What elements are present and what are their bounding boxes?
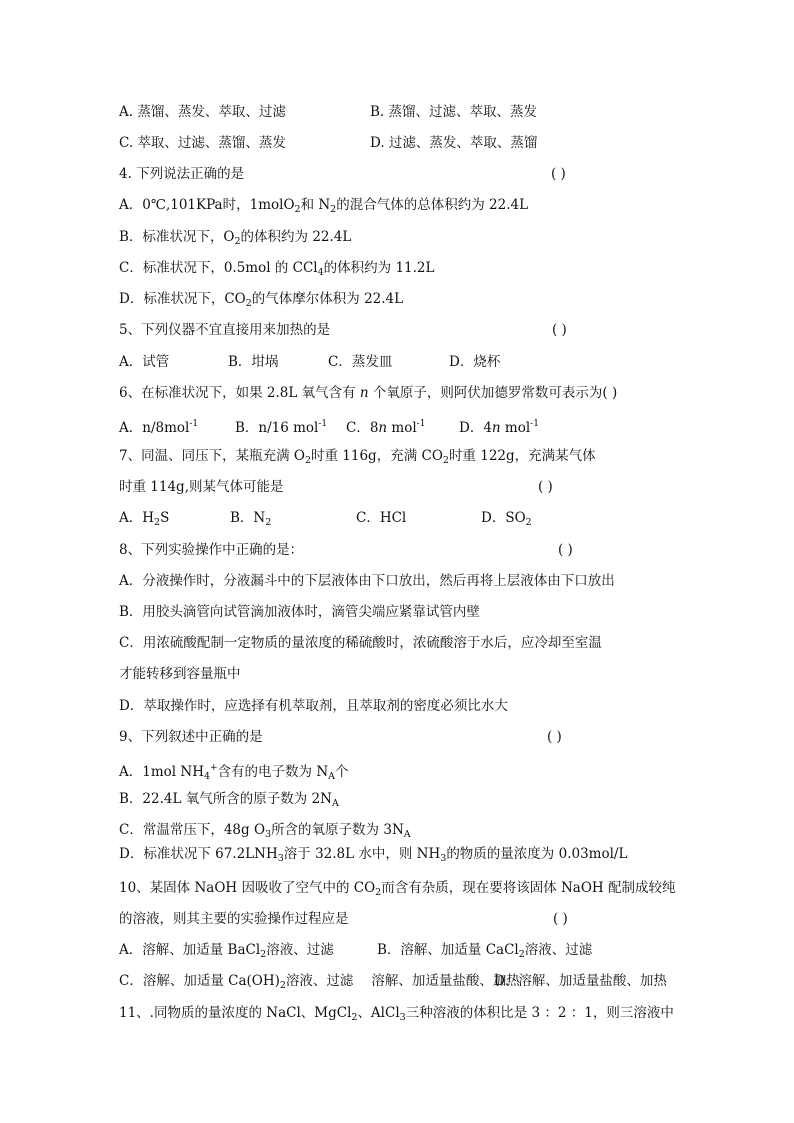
q10-option-c: C．溶解、加适量 $Ca(OH)_2$溶液、过滤 溶解、加适量盐酸、加热 <box>119 973 520 991</box>
q7-stem-line1: 7、同温、同压下，某瓶充满 $O_2$时重 116g，充满 $CO_2$时重 122g，充满某气体 <box>119 448 596 466</box>
q11-stem: 11、.同物质的量浓度的 NaCl、MgCl$_2$、AlCl$_3$三种溶液的体积比是 3 ：2 ：1，则三溶液中 <box>119 1005 674 1023</box>
q4-stem: 4. 下列说法正确的是 <box>119 166 245 182</box>
q9-option-d: D．标准状况下 $67.2LNH_3$溶于 32.8L 水中，则 $NH_3$的物质的量浓度为 0.03mol/L <box>119 846 628 864</box>
q5-stem: 5、下列仪器不宜直接用来加热的是 <box>119 322 331 338</box>
q9-stem: 9、下列叙述中正确的是 <box>119 729 263 745</box>
q5-option-d: D．烧杯 <box>449 354 501 370</box>
q7-option-d: D．$SO_2$ <box>481 510 532 528</box>
q3-option-d: D. 过滤、蒸发、萃取、蒸馏 <box>370 135 538 151</box>
q10-answer-paren: ( ) <box>553 911 568 927</box>
q3-option-b: B. 蒸馏、过滤、萃取、蒸发 <box>370 104 538 120</box>
q8-option-d: D．萃取操作时，应选择有机萃取剂，且萃取剂的密度必须比水大 <box>119 698 508 714</box>
q4-option-a: A．0℃,101KPa时，1molO$_2$和 $N_2$的混合气体的总体积约为 22.4L <box>119 197 529 215</box>
q4-option-d: D．标准状况下，$CO_2$的气体摩尔体积为 22.4L <box>119 291 404 309</box>
q6-option-b: B．n/16 mol$^{-1}$ <box>235 419 328 436</box>
q6-option-d: D．4n mol$^{-1}$ <box>459 419 539 436</box>
q7-option-a: A．$H_2S$ <box>119 510 170 528</box>
q9-option-b: B．22.4L 氧气所含的原子数为 $2N_A$ <box>119 791 339 809</box>
q6-option-c: C．8n mol$^{-1}$ <box>346 419 426 436</box>
q10-stem-line2: 的溶液，则其主要的实验操作过程应是 <box>119 911 349 927</box>
q8-stem: 8、下列实验操作中正确的是： <box>119 542 304 558</box>
q7-option-c: C．HCl <box>356 510 407 526</box>
q3-option-a: A. 蒸馏、蒸发、萃取、过滤 <box>119 104 286 120</box>
q10-stem-line1: 10、某固体 NaOH 因吸收了空气中的 $CO_2$而含有杂质，现在要将该固体 NaOH 配制成较纯 <box>119 880 676 898</box>
q10-option-a: A．溶解、加适量 BaCl$_2$溶液、过滤 <box>119 942 334 960</box>
q8-option-b: B．用胶头滴管向试管滴加液体时，滴管尖端应紧靠试管内壁 <box>119 604 480 620</box>
q6-option-a: A．n/8mol$^{-1}$ <box>119 419 199 436</box>
q9-option-c: C．常温常压下，48g $O_3$所含的氧原子数为 $3N_A$ <box>119 822 411 840</box>
q9-answer-paren: ( ) <box>547 729 562 745</box>
q8-option-c-line2: 才能转移到容量瓶中 <box>119 666 241 682</box>
q5-option-c: C．蒸发皿 <box>328 354 393 370</box>
q6-stem: 6、在标准状况下，如果 2.8L 氧气含有 n 个氧原子，则阿伏加德罗常数可表示为( ) <box>119 385 618 401</box>
q10-option-d: D．溶解、加适量盐酸、加热 <box>494 973 667 989</box>
q7-option-b: B．$N_2$ <box>230 510 272 528</box>
q5-option-a: A．试管 <box>119 354 170 370</box>
q5-option-b: B．坩埚 <box>228 354 279 370</box>
q3-option-c: C. 萃取、过滤、蒸馏、蒸发 <box>119 135 286 151</box>
q8-option-a: A．分液操作时，分液漏斗中的下层液体由下口放出，然后再将上层液体由下口放出 <box>119 573 615 589</box>
q10-option-c-extra: 溶解、加适量盐酸、加热 <box>371 973 520 989</box>
q4-option-b: B．标准状况下，$O_2$的体积约为 22.4L <box>119 229 352 247</box>
q9-option-a: A．1mol $NH_4^+$含有的电子数为 $N_A$个 <box>119 763 349 782</box>
q7-answer-paren: ( ) <box>538 479 553 495</box>
q8-answer-paren: ( ) <box>558 542 573 558</box>
q7-stem-line2: 时重 114g,则某气体可能是 <box>119 479 284 495</box>
q4-answer-paren: ( ) <box>551 166 566 182</box>
q8-option-c-line1: C．用浓硫酸配制一定物质的量浓度的稀硫酸时，浓硫酸溶于水后，应冷却至室温 <box>119 635 602 651</box>
q4-option-c: C．标准状况下，0.5mol 的 CCl$_4$的体积约为 11.2L <box>119 260 435 278</box>
q5-answer-paren: ( ) <box>552 322 567 338</box>
q10-option-b: B．溶解、加适量 CaCl$_2$溶液、过滤 <box>377 942 593 960</box>
